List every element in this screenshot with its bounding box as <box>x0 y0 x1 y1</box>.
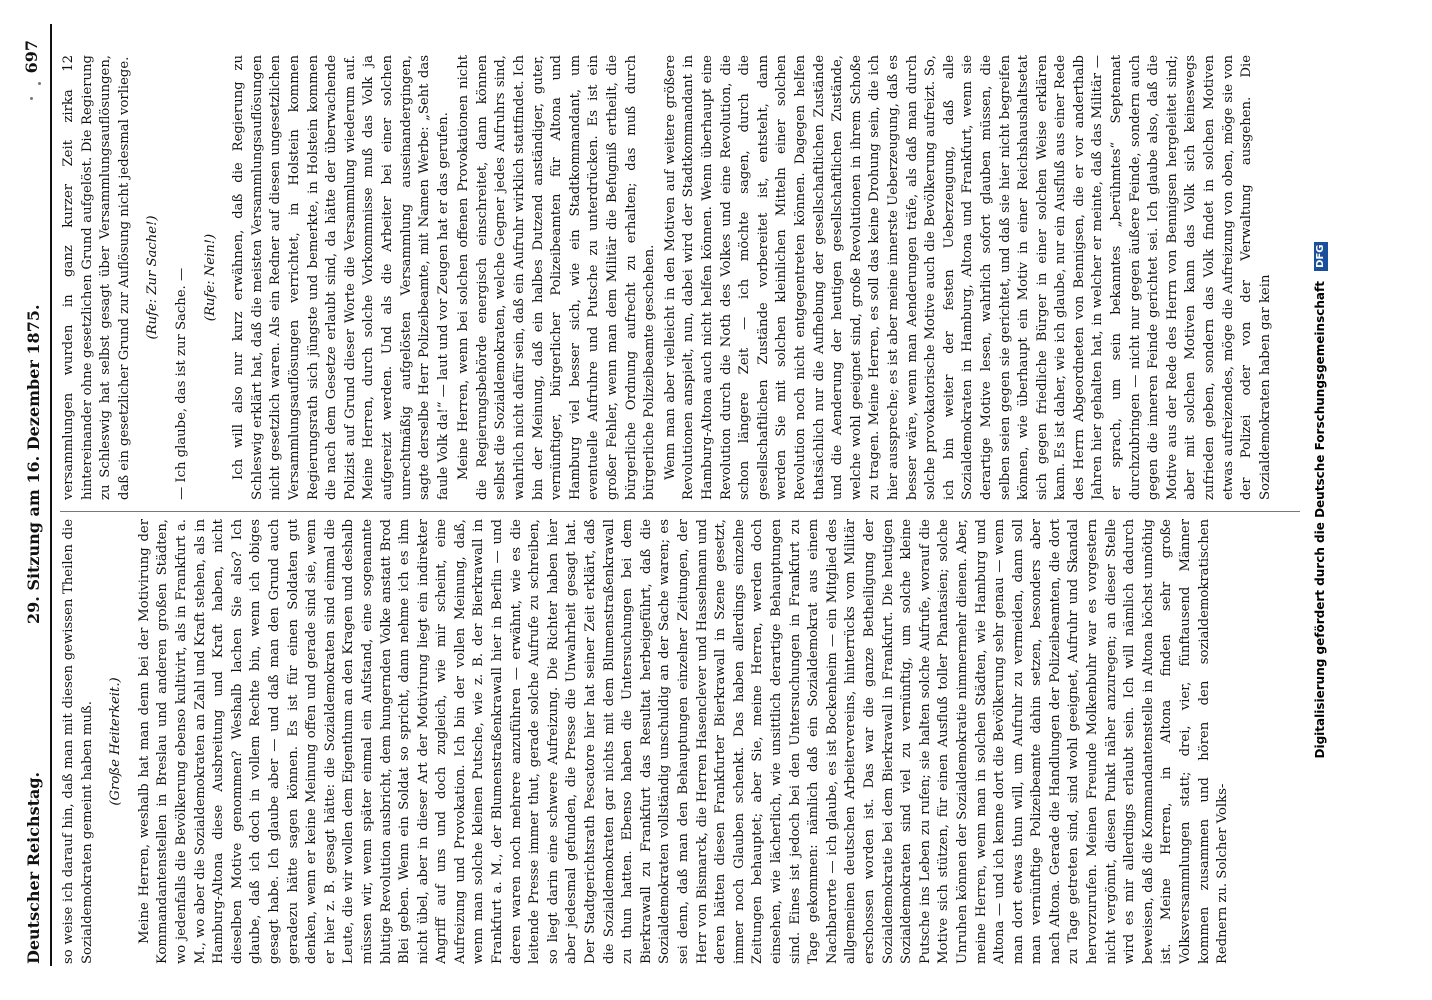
right-paragraph-2: Ich will also nur kurz erwähnen, daß die Regierung zu Schleswig erklärt hat, daß die meisten Versammlungsauflösungen nicht gesetzlich waren. Als ein Redner auf diesen ungesetzlichen Versammlungsauflösungen verrichtet, in Holstein kommen Regierungsrath sich jüngste und bemerkte, in Holstein kommen die nach dem Gesetze erlaubt sind, da hätte der überwachende Polizist auf Grund dieser Worte die Versammlung wiederum auf. Meine Herren, durch solche Vorkommnisse muß das Volk ja aufgereizt werden. Und als die Arbeiter bei einer solchen unrechtmäßig aufgelösten Versammlung auseinandergingen, sagte derselbe Herr Polizeibeamte, mit Namen Werbe: „Seht das faule Volk da!“ — laut und vor Zeugen hat er das gerufen. <box>231 55 451 500</box>
digitization-credit <box>1300 0 1340 1000</box>
page-number: 697 <box>22 40 41 74</box>
right-dash-line: — Ich glaube, das ist zur Sache. — <box>173 267 189 500</box>
scan-speck <box>38 82 41 85</box>
header-session: 29. Sitzung am 16. Dezember 1875. <box>24 304 43 624</box>
right-column <box>60 55 1300 500</box>
right-paragraph-1: versammlungen wurden in ganz kurzer Zeit zirka 12 hintereinander ohne gesetzlichen Grund aufgelöst. Die Regierung zu Schleswig hat selbst gesagt über Versammlungsauflösungen, daß ein gesetzlicher Grund zur Auflösung nicht jedesmal vorliege. <box>61 55 132 500</box>
header-rule <box>50 24 52 966</box>
left-column <box>60 519 1300 964</box>
credit-text: Digitalisierung gefördert durch die Deutsche Forschungsgemeinschaft <box>1313 281 1327 759</box>
left-paragraph-1: so weise ich darauf hin, daß man mit diesen gewissen Theilen die Sozialdemokraten gemeint haben muß. <box>61 519 95 964</box>
right-interjection-2: (Rufe: Nein!) <box>202 233 218 322</box>
left-paragraph-2: Meine Herren, weshalb hat man denn bei der Motivirung der Kommandantenstellen in Breslau und anderen großen Städten, wo jedenfalls die Bevölkerung ebenso kultivirt, als in Frankfurt a. M., wo aber die Sozialdemokraten an Zahl und Kraft stehen, als in Hamburg-Altona diese Ausbreitung und Kraft haben, nicht dieselben Motive genommen? Weshalb lachen Sie also? Ich glaube, daß ich doch in vollem Rechte bin, wenn ich obiges gesagt habe. Ich glaube aber — und daß man den Grund auch geradezu hätte sagen können. Es ist für einen Soldaten gut denken, wenn er keine Meinung offen und gerade sind sie, wenn er hier z. B. gesagt hätte: die Sozialdemokraten sind einmal die Leute, die wir wollen dem Eigenthum an den Kragen und deshalb müssen wir, wenn später einmal ein Aufstand, eine sogenannte blutige Revolution ausbricht, dem hungernden Volke anstatt Brod Blei geben. Wenn ein Soldat so spricht, dann nehme ich es ihm nicht übel, aber in dieser Art der Motivirung liegt ein indirekter Angriff auf uns und doch zugleich, wie mir scheint, eine Aufreizung und Provokation. Ich bin der vollen Meinung, daß, wenn man solche kleinen Putsche, wie z. B. der Bierkrawall in Frankfurt a. M., der Blumenstraßenkrawall hier in Berlin — und deren waren noch mehrere anzuführen — erwähnt, wie es die leitende Presse immer thut, gerade solche Aufrufe zu schreiben, so liegt darin eine schwere Aufreizung. Die Richter haben hier aber jedesmal gefunden, die Presse die Unwahrheit gesagt hat. Der Stadtgerichtsrath Pescatore hier hat seiner Zeit erklärt, daß die Sozialdemokraten gar nichts mit dem Blumenstraßenkrawall zu thun hatten. Ebenso haben die Untersuchungen bei dem Bierkrawall zu Frankfurt das Resultat herbeigeführt, daß die Sozialdemokraten vollständig unschuldig an der Sache waren; es sei denn, daß man den Behauptungen einzelner Zeitungen, der Herr von Bismarck, die Herren Hasenclever und Hasselmann und deren hätten diesen Frankfurter Bierkrawall in Szene gesetzt, immer noch Glauben schenkt. Das haben allerdings einzelne Zeitungen behauptet; aber Sie, meine Herren, werden doch einsehen, wie lächerlich, wie unsittlich derartige Behauptungen sind. Eines ist jedoch bei den Untersuchungen in Frankfurt zu Tage gekommen: nämlich daß ein Sozialdemokrat aus einem Nachbarorte — ich glaube, es ist Bockenheim — ein Mitglied des allgemeinen deutschen Arbeitervereins, hinterrücks vom Militär erschossen worden ist. Das war die ganze Betheiligung der Sozialdemokratie bei dem Bierkrawall in Frankfurt. Die heutigen Sozialdemokraten sind viel zu vernünftig, um solche kleine Putsche ins Leben zu rufen; sie halten solche Aufrufe, worauf die Motive sich stützen, für einen Ausfluß toller Phantasien; solche Unruhen können der Sozialdemokratie nimmermehr dienen. Aber, meine Herren, wenn man in solchen Städten, wie Hamburg und Altona — und ich kenne dort die Bevölkerung sehr genau — wenn man dort etwas thun will, um Aufruhr zu vermeiden, dann soll man vernünftige Polizeibeamte dahin setzen, besonders aber nach Altona. Gerade die Handlungen der Polizeibeamten, die dort zu Tage getreten sind, sind wohl geeignet, Aufruhr und Skandal hervorzurufen. Meinen Freunde Molkenbuhr war es vorgestern nicht vergönnt, diesen Punkt näher anzuregen; an dieser Stelle wird es mir allerdings erlaubt sein. Ich will nämlich dadurch beweisen, daß die Kommandantenstelle in Altona höchst unnöthig ist. Meine Herren, in Altona finden sehr große Volksversammlungen statt; drei, vier, fünftausend Männer kommen zusammen und hören den sozialdemokratischen Rednern zu. Solcher Volks- <box>136 519 1231 964</box>
header-title: Deutscher Reichstag. <box>24 771 43 964</box>
right-interjection-1: (Rufe: Zur Sache!) <box>145 215 161 340</box>
page-header <box>22 30 48 964</box>
left-interjection-1: (Große Heiterkeit.) <box>108 677 124 806</box>
column-divider <box>60 511 1300 512</box>
right-paragraph-3: Meine Herren, wenn bei solchen offenen Provokationen nicht die Regierungsbehörde energisch einschreitet, dann können selbst die Sozialdemokraten, welche Gegner jedes Aufruhrs sind, wahrlich nicht dafür sein, daß ein Aufruhr wirklich stattfindet. Ich bin der Meinung, daß ein halbes Dutzend anständiger, guter, vernünftiger, bürgerlicher Polizeibeamten für Altona und Hamburg viel besser sich, wie ein Stadtkommandant, um eventuelle Aufruhre und Putsche zu unterdrücken. Es ist ein großer Fehler, wenn man dem Militär die Befugniß ertheilt, die bürgerliche Ordnung aufrecht zu erhalten; das muß durch bürgerliche Polizeibeamte geschehen. <box>456 55 658 500</box>
scan-speck <box>30 97 33 100</box>
right-paragraph-4: Wenn man aber vielleicht in den Motiven auf weitere größere Revolutionen anspielt, nun, dabei wird der Stadtkommandant in Hamburg-Altona auch nicht helfen können. Wenn überhaupt eine Revolution durch die Noth des Volkes und eine Revolution, die schon längere Zeit — ich möchte sagen, durch die gesellschaftlichen Zustände vorbereitet ist, entsteht, dann werden Sie mit solchen kleinlichen Mitteln einer solchen Revolution noch nicht entgegentreten können. Dagegen helfen thatsächlich nur die Aufhebung der gesellschaftlichen Zustände und die Aenderung der heutigen gesellschaftlichen Zustände, welche wohl geeignet sind, große Revolutionen in ihrem Schoße zu tragen. Meine Herren, es soll das keine Drohung sein, die ich hier ausspreche; es ist aber meine innerste Ueberzeugung, daß es besser wäre, wenn man Aenderungen träfe, als daß man durch solche provokatorische Motive auch die Bevölkerung aufreizt. So, ich bin weiter der festen Ueberzeugung, daß alle Sozialdemokraten in Hamburg, Altona und Frankfurt, wenn sie derartige Motive lesen, wahrlich sofort glauben müssen, die selben seien gegen sie gerichtet, und daß sie hier nicht begreifen können, wie überhaupt ein Motiv in einer Reichshaushaltsetat sich gegen friedliche Bürger in einer solchen Weise erklären kann. Es ist daher, wie ich glaube, nur ein Ausfluß aus einer Rede des Herrn Abgeordneten von Bennigsen, die er vor anderthalb Jahren hier gehalten hat, in welcher er meinte, daß das Militär — er sprach, um sein bekanntes „berühmtes“ Septennat durchzubringen — nicht nur gegen äußere Feinde, sondern auch gegen die inneren Feinde gerichtet sei. Ich glaube also, daß die Motive aus der Rede des Herrn von Bennigsen hergeleitet sind; aber mit solchen Motiven kann das Volk sich keineswegs zufrieden geben, sondern das Volk findet in solchen Motiven etwas aufreizendes, möge die Aufreizung von oben, möge sie von der Polizei oder von der Verwaltung ausgehen. Die Sozialdemokraten haben gar kein <box>662 55 1273 500</box>
dfg-logo: DFG <box>1314 242 1328 271</box>
